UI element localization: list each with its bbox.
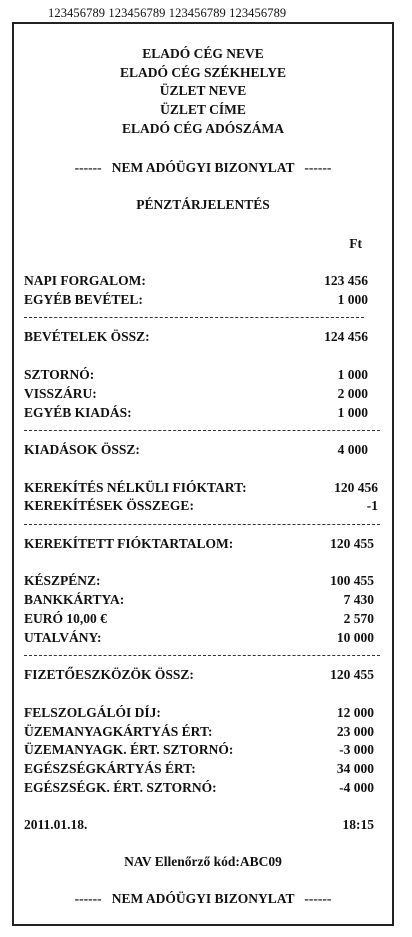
seller-company-name: ELADÓ CÉG NEVE	[142, 46, 264, 61]
row-value: 34 000	[336, 761, 374, 776]
row-label: KIADÁSOK ÖSSZ:	[24, 442, 140, 457]
row-value: -4 000	[339, 780, 374, 795]
row-value: 23 000	[336, 724, 374, 739]
row-label: FIZETŐESZKÖZÖK ÖSSZ:	[24, 667, 194, 682]
shop-name: ÜZLET NEVE	[159, 83, 247, 98]
row-label: EURÓ 10,00 €	[24, 611, 107, 626]
dashed-separator	[24, 524, 380, 525]
row-value: -1	[366, 498, 378, 513]
row-value: 1 000	[337, 367, 368, 382]
row-label: KEREKÍTÉS NÉLKÜLI FIÓKTART:	[24, 480, 247, 495]
row-label: KEREKÍTÉSEK ÖSSZEGE:	[24, 498, 194, 513]
row-value: 2 000	[337, 386, 368, 401]
dashed-separator	[24, 430, 380, 431]
row-value: 120 456	[334, 480, 378, 495]
seller-tax-number: ELADÓ CÉG ADÓSZÁMA	[121, 121, 285, 136]
nav-control-code: NAV Ellenőrző kód:ABC09	[124, 854, 282, 869]
row-value: 12 000	[336, 705, 374, 720]
row-value: 123 456	[324, 273, 368, 288]
receipt-time: 18:15	[342, 817, 374, 832]
row-label: KÉSZPÉNZ:	[24, 573, 101, 588]
row-value: 7 430	[343, 592, 374, 607]
dashed-separator	[24, 317, 364, 318]
receipt	[12, 22, 394, 926]
row-label: EGYÉB BEVÉTEL:	[24, 292, 143, 307]
row-value: 2 570	[343, 611, 374, 626]
row-label: EGÉSZSÉGKÁRTYÁS ÉRT:	[24, 761, 196, 776]
row-value: 124 456	[324, 329, 368, 344]
row-value: 120 455	[330, 667, 374, 682]
row-label: KEREKÍTETT FIÓKTARTALOM:	[24, 536, 234, 551]
row-value: 100 455	[330, 573, 374, 588]
seller-company-seat: ELADÓ CÉG SZÉKHELYE	[119, 65, 287, 80]
row-value: 120 455	[330, 536, 374, 551]
row-label: EGYÉB KIADÁS:	[24, 405, 132, 420]
row-label: BANKKÁRTYA:	[24, 592, 125, 607]
not-tax-document-banner-bottom: ------ NEM ADÓÜGYI BIZONYLAT ------	[74, 891, 332, 906]
dashed-separator	[24, 655, 380, 656]
row-label: SZTORNÓ:	[24, 367, 95, 382]
currency-label: Ft	[349, 236, 362, 251]
row-label: NAPI FORGALOM:	[24, 273, 146, 288]
row-value: 1 000	[337, 292, 368, 307]
not-tax-document-banner-top: ------ NEM ADÓÜGYI BIZONYLAT ------	[74, 160, 332, 175]
row-label: FELSZOLGÁLÓI DÍJ:	[24, 705, 161, 720]
row-value: 10 000	[336, 630, 374, 645]
row-label: ÜZEMANYAGK. ÉRT. SZTORNÓ:	[24, 742, 234, 757]
row-label: EGÉSZSÉGK. ÉRT. SZTORNÓ:	[24, 780, 217, 795]
column-ruler: 123456789 123456789 123456789 123456789	[48, 6, 287, 20]
report-title: PÉNZTÁRJELENTÉS	[136, 197, 270, 212]
row-value: -3 000	[339, 742, 374, 757]
row-value: 1 000	[337, 405, 368, 420]
row-label: UTALVÁNY:	[24, 630, 102, 645]
row-label: VISSZÁRU:	[24, 386, 97, 401]
row-label: ÜZEMANYAGKÁRTYÁS ÉRT:	[24, 724, 213, 739]
receipt-date: 2011.01.18.	[24, 817, 88, 832]
shop-address: ÜZLET CÍME	[160, 102, 246, 117]
row-label: BEVÉTELEK ÖSSZ:	[24, 329, 150, 344]
row-value: 4 000	[337, 442, 368, 457]
